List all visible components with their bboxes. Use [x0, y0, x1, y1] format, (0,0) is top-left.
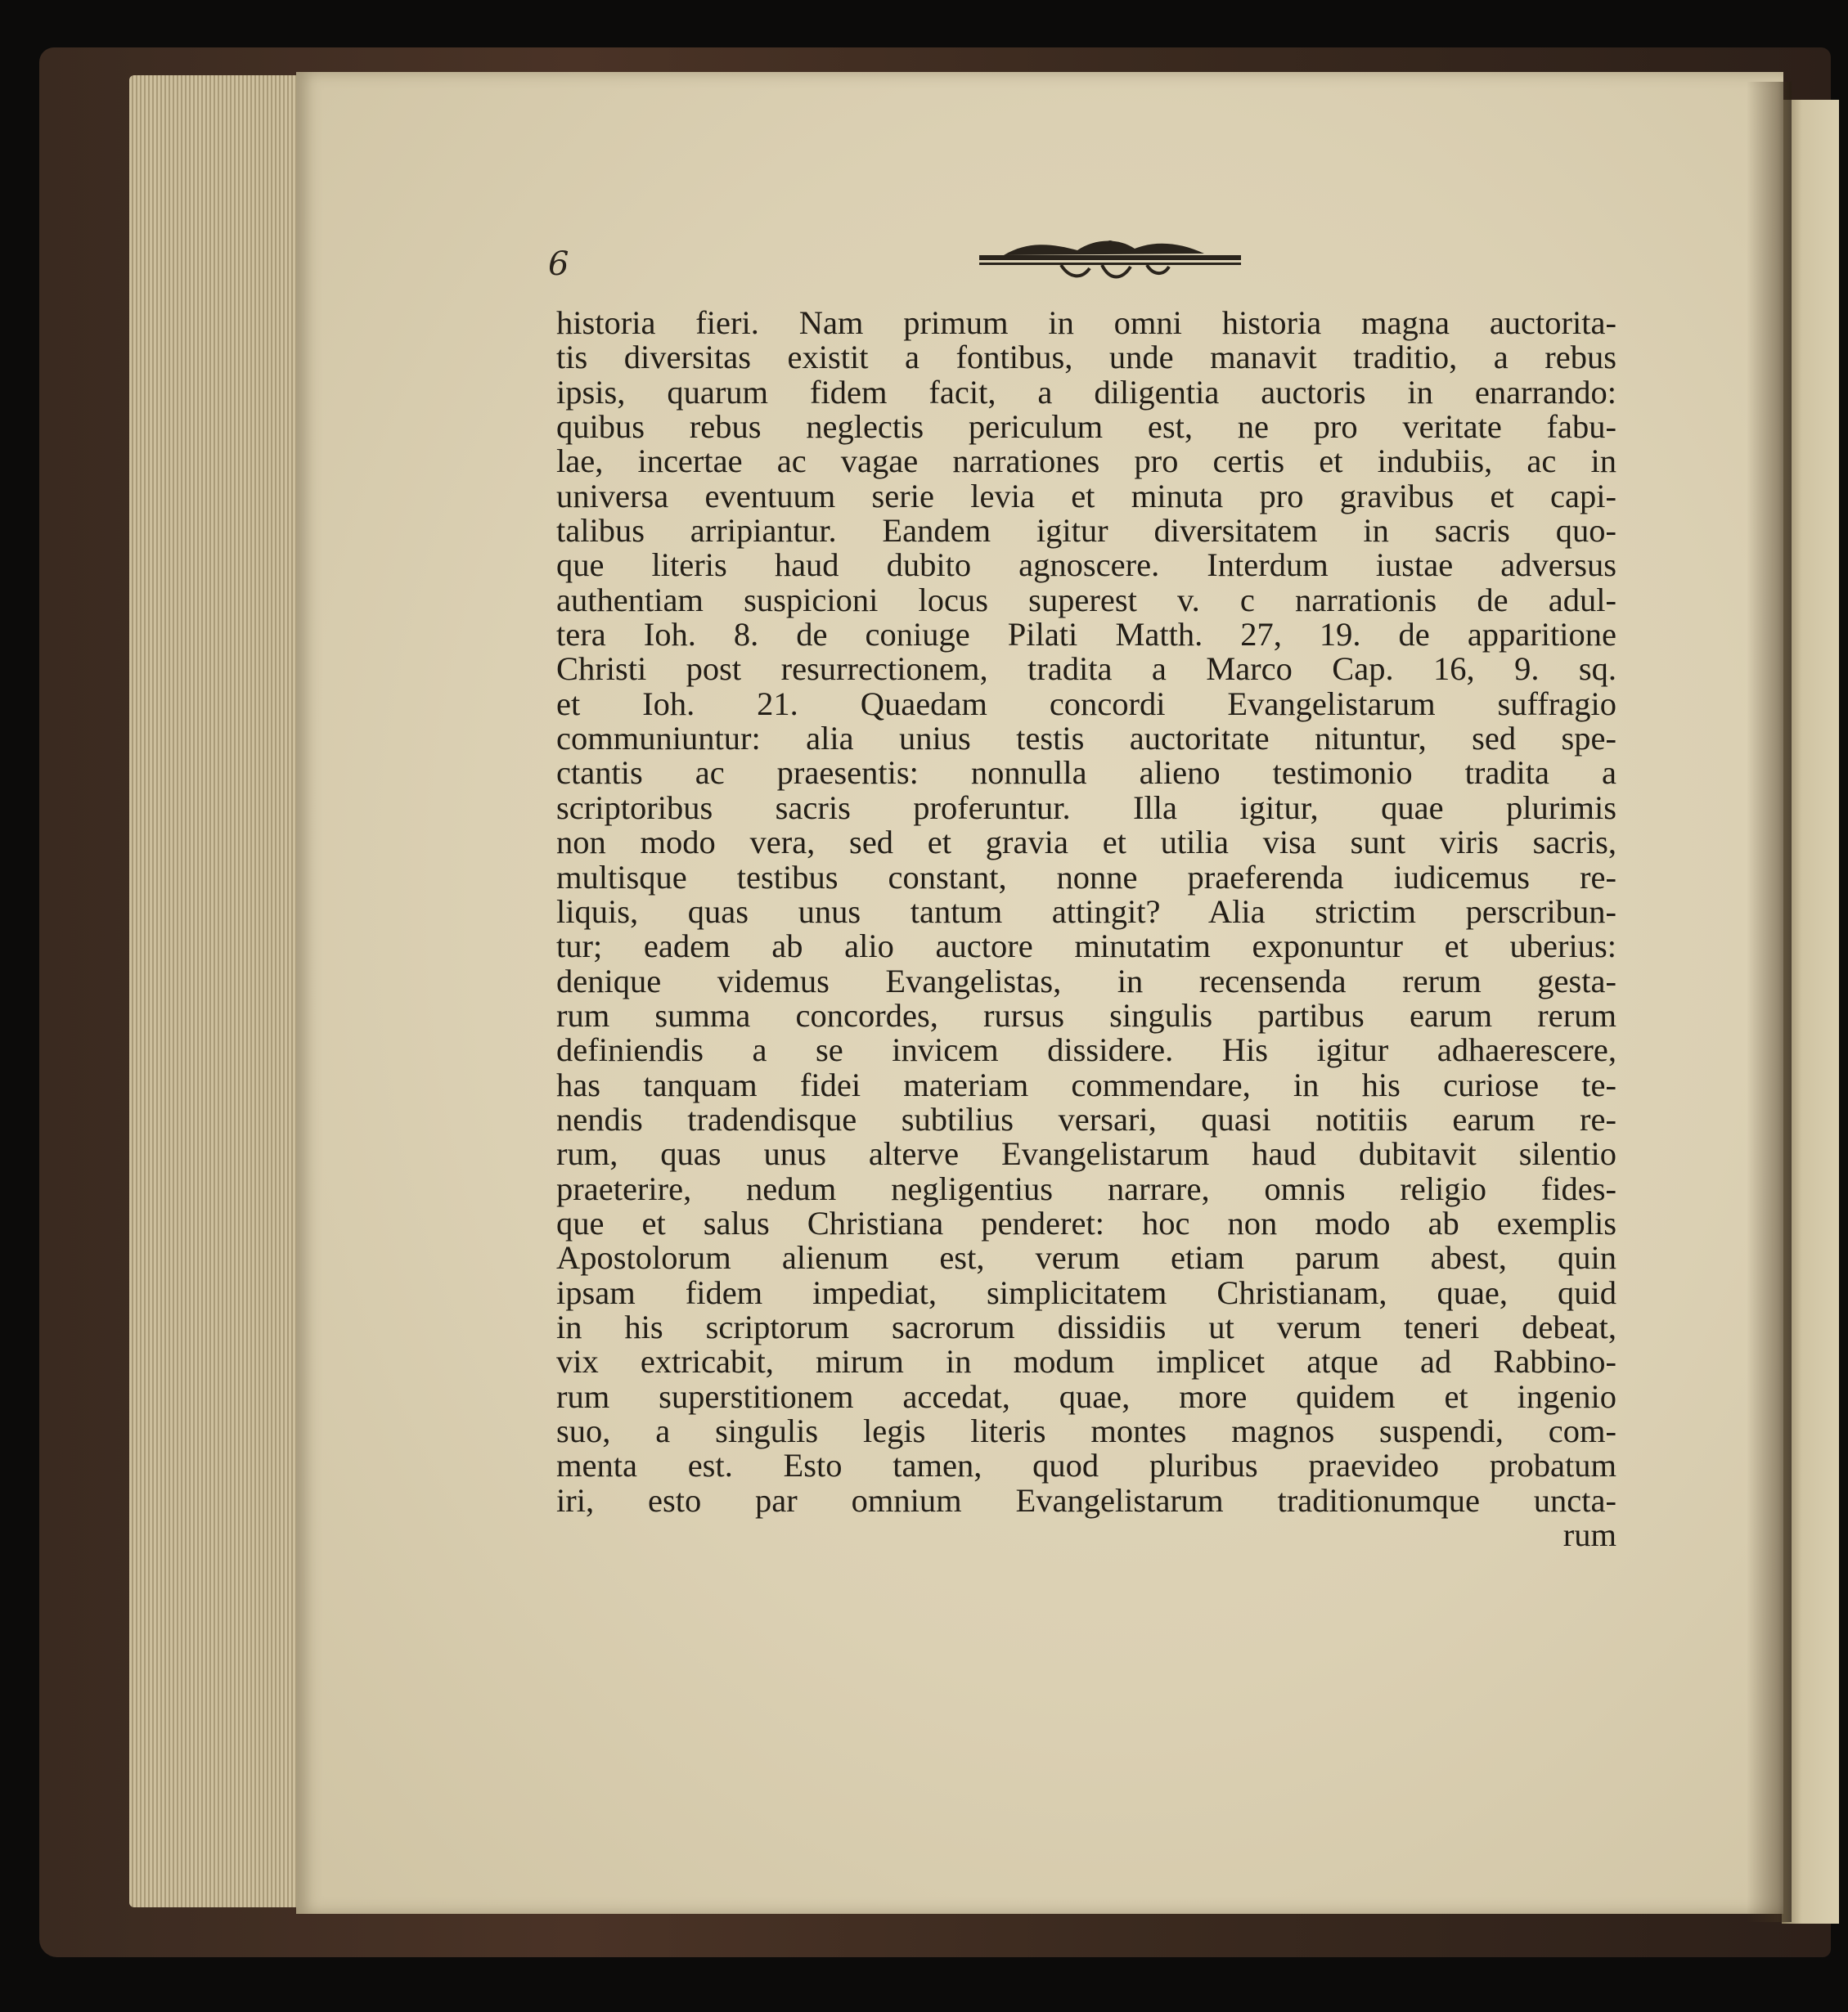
- text-line: menta est. Esto tamen, quod pluribus praevideo probatum: [556, 1447, 1616, 1484]
- text-line: vix extricabit, mirum in modum implicet atque ad Rabbino-: [556, 1343, 1616, 1381]
- text-line: que et salus Christiana penderet: hoc non modo ab exemplis: [556, 1204, 1616, 1242]
- ornament-icon: [979, 236, 1241, 285]
- text-line: nendis tradendisque subtilius versari, quasi notitiis earum re-: [556, 1100, 1616, 1138]
- text-line: rum superstitionem accedat, quae, more quidem et ingenio: [556, 1377, 1616, 1415]
- text-line: definiendis a se invicem dissidere. His igitur adhaerescere,: [556, 1031, 1616, 1069]
- text-line: authentiam suspicioni locus superest v. c narrationis de adul-: [556, 581, 1616, 618]
- gutter-shadow: [1747, 82, 1792, 1922]
- text-line: talibus arripiantur. Eandem igitur diversitatem in sacris quo-: [556, 512, 1616, 550]
- text-line: ctantis ac praesentis: nonnulla alieno testimonio tradita a: [556, 754, 1616, 792]
- text-line: Apostolorum alienum est, verum etiam parum abest, quin: [556, 1239, 1616, 1277]
- text-line: rum, quas unus alterve Evangelistarum haud dubitavit silentio: [556, 1135, 1616, 1173]
- text-line: non modo vera, sed et gravia et utilia visa sunt viris sacris,: [556, 824, 1616, 861]
- text-line: multisque testibus constant, nonne praeferenda iudicemus re-: [556, 858, 1616, 896]
- text-line: communiuntur: alia unius testis auctoritate nituntur, sed spe-: [556, 720, 1616, 757]
- text-line: historia fieri. Nam primum in omni historia magna auctorita-: [556, 304, 1616, 341]
- text-line: suo, a singulis legis literis montes magnos suspendi, com-: [556, 1412, 1616, 1449]
- text-line: has tanquam fidei materiam commendare, in his curiose te-: [556, 1066, 1616, 1103]
- text-line: tera Ioh. 8. de coniuge Pilati Matth. 27, 19. de apparitione: [556, 616, 1616, 653]
- text-line: et Ioh. 21. Quaedam concordi Evangelistarum suffragio: [556, 685, 1616, 722]
- text-line: scriptoribus sacris proferuntur. Illa igitur, quae plurimis: [556, 788, 1616, 826]
- book-page: [296, 72, 1783, 1914]
- text-line: lae, incertae ac vagae narrationes pro certis et indubiis, ac in: [556, 442, 1616, 480]
- text-line: ipsam fidem impediat, simplicitatem Christianam, quae, quid: [556, 1273, 1616, 1311]
- text-line: ipsis, quarum fidem facit, a diligentia auctoris in enarrando:: [556, 373, 1616, 411]
- page-number: 6: [548, 245, 569, 283]
- text-line: universa eventuum serie levia et minuta pro gravibus et capi-: [556, 477, 1616, 514]
- text-line: iri, esto par omnium Evangelistarum traditionumque uncta-: [556, 1481, 1616, 1519]
- text-line: praeterire, nedum negligentius narrare, omnis religio fides-: [556, 1170, 1616, 1207]
- text-line: quibus rebus neglectis periculum est, ne pro veritate fabu-: [556, 408, 1616, 446]
- text-line: denique videmus Evangelistas, in recensenda rerum gesta-: [556, 962, 1616, 999]
- text-line: tis diversitas existit a fontibus, unde manavit traditio, a rebus: [556, 339, 1616, 376]
- text-line: Christi post resurrectionem, tradita a Marco Cap. 16, 9. sq.: [556, 650, 1616, 688]
- text-line: in his scriptorum sacrorum dissidiis ut verum teneri debeat,: [556, 1308, 1616, 1345]
- catchword: rum: [1562, 1516, 1616, 1554]
- text-line: que literis haud dubito agnoscere. Interdum iustae adversus: [556, 546, 1616, 584]
- body-text: [556, 306, 1616, 1552]
- text-line: rum summa concordes, rursus singulis partibus earum rerum: [556, 996, 1616, 1034]
- page-edges: [129, 75, 305, 1907]
- text-line: tur; eadem ab alio auctore minutatim exponuntur et uberius:: [556, 927, 1616, 965]
- text-line: liquis, quas unus tantum attingit? Alia strictim perscribun-: [556, 892, 1616, 930]
